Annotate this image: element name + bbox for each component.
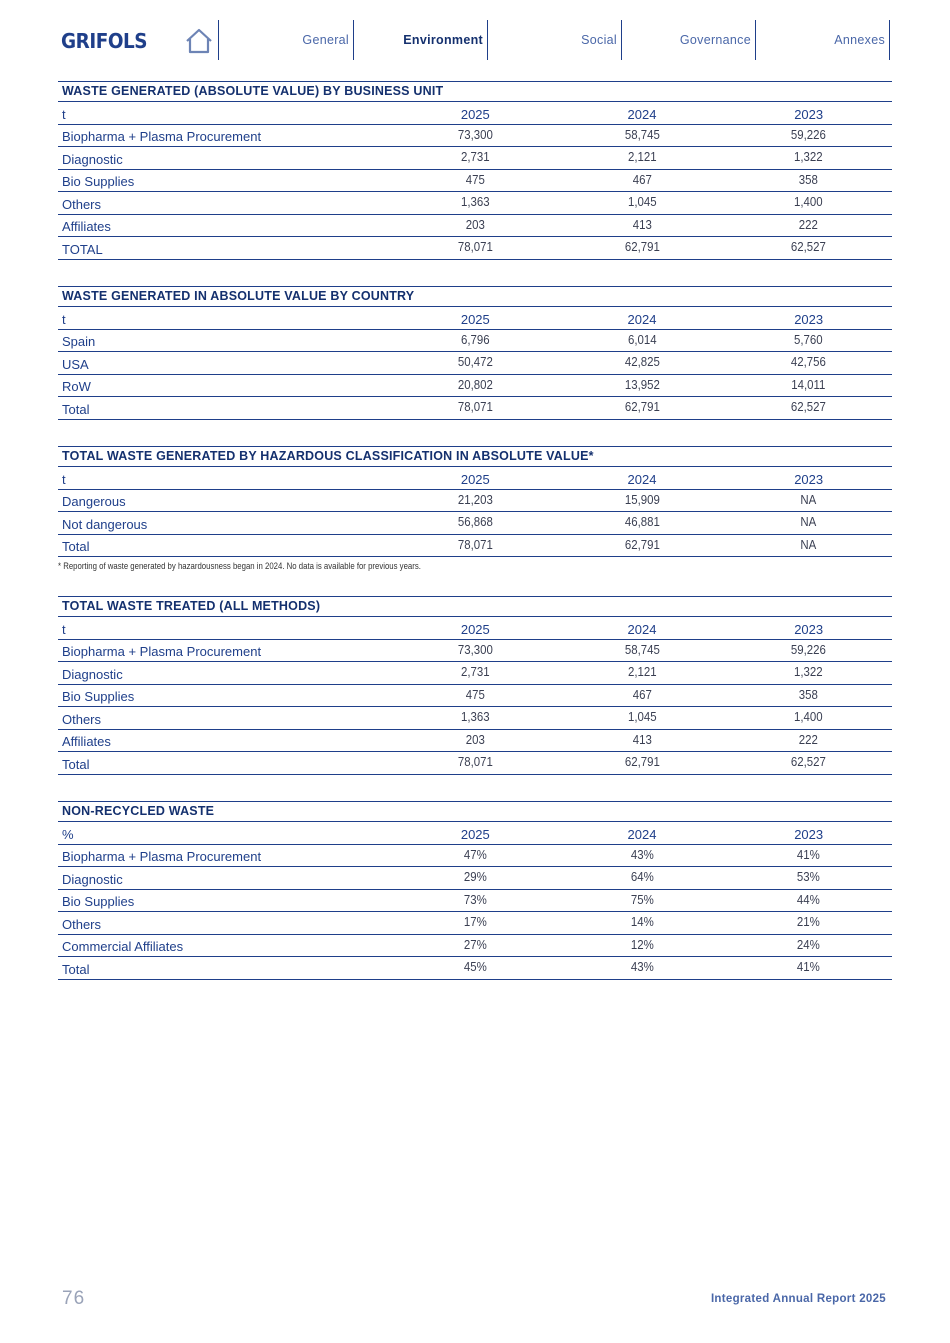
row-value: 58,745 <box>624 126 660 142</box>
unit-label: % <box>62 826 74 842</box>
table-row <box>58 375 892 398</box>
row-label: Diagnostic <box>62 871 123 887</box>
table-row <box>58 330 892 353</box>
row-value: 44% <box>797 891 821 907</box>
home-icon[interactable] <box>184 26 214 56</box>
table-row <box>58 490 892 513</box>
year-header: 2024 <box>627 621 657 637</box>
row-value: 1,045 <box>627 709 657 725</box>
row-label: Total <box>62 401 90 417</box>
nav-divider <box>218 20 219 60</box>
year-header: 2025 <box>460 311 490 327</box>
row-value: 73,300 <box>457 126 493 142</box>
row-value: 21,203 <box>457 491 493 507</box>
year-header: 2025 <box>460 621 490 637</box>
row-value: 1,363 <box>460 194 490 210</box>
row-label: TOTAL <box>62 241 103 257</box>
year-header: 2025 <box>460 106 490 122</box>
table-row <box>58 752 892 775</box>
table-row <box>58 685 892 708</box>
year-header: 2024 <box>627 826 657 842</box>
table-header-row <box>58 467 892 490</box>
table-header-row <box>58 822 892 845</box>
row-value: 62,791 <box>624 399 660 415</box>
row-value: 62,527 <box>791 239 827 255</box>
row-value: 45% <box>463 959 487 975</box>
row-label: Others <box>62 711 102 727</box>
table-waste-by-hazard-class <box>58 446 892 557</box>
table-row <box>58 935 892 958</box>
row-value: 467 <box>632 171 652 187</box>
row-value: 20,802 <box>457 376 493 392</box>
year-header: 2023 <box>794 621 824 637</box>
row-label: Affiliates <box>62 219 111 235</box>
table-row <box>58 215 892 238</box>
year-header: 2023 <box>794 311 824 327</box>
table-row <box>58 730 892 753</box>
row-value: 358 <box>799 171 819 187</box>
row-value: 43% <box>630 959 654 975</box>
row-value: 413 <box>632 216 652 232</box>
table-waste-by-business-unit <box>58 81 892 260</box>
row-value: 41% <box>797 846 821 862</box>
row-value: 2,121 <box>627 664 657 680</box>
row-value: 78,071 <box>457 536 493 552</box>
unit-label: t <box>62 471 66 487</box>
row-value: 29% <box>463 869 487 885</box>
row-label: Biopharma + Plasma Procurement <box>62 129 262 145</box>
row-label: Others <box>62 196 102 212</box>
row-value: 41% <box>797 959 821 975</box>
unit-label: t <box>62 106 66 122</box>
table-row <box>58 957 892 980</box>
table-row <box>58 867 892 890</box>
row-label: Bio Supplies <box>62 174 135 190</box>
page-number: 76 <box>62 1288 86 1309</box>
row-value: 59,226 <box>791 126 827 142</box>
year-header: 2024 <box>627 106 657 122</box>
row-value: 50,472 <box>457 354 493 370</box>
row-value: 6,796 <box>460 331 490 347</box>
nav-tab-general[interactable]: General <box>224 20 354 60</box>
unit-label: t <box>62 311 66 327</box>
table-row <box>58 890 892 913</box>
table-title: WASTE GENERATED (ABSOLUTE VALUE) BY BUSINESS UNIT <box>58 81 892 102</box>
row-value: 42,756 <box>791 354 827 370</box>
row-value: 42,825 <box>624 354 660 370</box>
row-value: 203 <box>465 731 485 747</box>
row-value: 75% <box>630 891 654 907</box>
row-value: 2,731 <box>460 149 490 165</box>
row-label: Bio Supplies <box>62 689 135 705</box>
row-value: 475 <box>465 171 485 187</box>
row-value: NA <box>800 491 817 507</box>
row-label: Bio Supplies <box>62 894 135 910</box>
row-value: 2,731 <box>460 664 490 680</box>
row-value: 56,868 <box>457 514 493 530</box>
row-value: 203 <box>465 216 485 232</box>
row-label: Affiliates <box>62 734 111 750</box>
row-value: 1,400 <box>794 194 823 210</box>
row-value: 73,300 <box>457 641 493 657</box>
row-label: Total <box>62 756 90 772</box>
row-label: Biopharma + Plasma Procurement <box>62 849 262 865</box>
table-row <box>58 125 892 148</box>
hazard-footnote: * Reporting of waste generated by hazardousness began in 2024. No data is available for previous years. <box>58 561 421 572</box>
row-value: 62,527 <box>791 399 827 415</box>
table-title: NON-RECYCLED WASTE <box>58 801 892 822</box>
table-row <box>58 512 892 535</box>
row-value: 1,363 <box>460 709 490 725</box>
row-value: 1,322 <box>794 664 823 680</box>
table-row <box>58 535 892 558</box>
row-value: 62,791 <box>624 536 660 552</box>
row-value: 15,909 <box>624 491 660 507</box>
row-value: 78,071 <box>457 399 493 415</box>
row-label: Diagnostic <box>62 666 123 682</box>
row-label: Dangerous <box>62 494 126 510</box>
row-label: Total <box>62 539 90 555</box>
table-row <box>58 170 892 193</box>
row-value: NA <box>800 514 817 530</box>
row-value: 62,791 <box>624 239 660 255</box>
year-header: 2023 <box>794 826 824 842</box>
table-row <box>58 192 892 215</box>
row-label: Diagnostic <box>62 151 123 167</box>
table-row <box>58 352 892 375</box>
row-label: Spain <box>62 334 96 350</box>
year-header: 2024 <box>627 311 657 327</box>
row-value: 2,121 <box>627 149 657 165</box>
table-row <box>58 912 892 935</box>
year-header: 2025 <box>460 826 490 842</box>
year-header: 2025 <box>460 471 490 487</box>
table-row <box>58 640 892 663</box>
year-header: 2024 <box>627 471 657 487</box>
row-value: 78,071 <box>457 239 493 255</box>
row-label: Total <box>62 961 90 977</box>
row-value: 47% <box>463 846 487 862</box>
row-value: 475 <box>465 686 485 702</box>
table-header-row <box>58 617 892 640</box>
grifols-logo[interactable]: GRIFOLS <box>61 29 148 53</box>
table-row <box>58 707 892 730</box>
table-row <box>58 845 892 868</box>
row-value: 27% <box>463 936 487 952</box>
row-label: RoW <box>62 379 91 395</box>
row-value: 5,760 <box>794 331 823 347</box>
row-value: 1,322 <box>794 149 823 165</box>
row-value: 467 <box>632 686 652 702</box>
row-value: 222 <box>799 216 819 232</box>
unit-label: t <box>62 621 66 637</box>
row-value: 43% <box>630 846 654 862</box>
table-row <box>58 397 892 420</box>
row-label: Biopharma + Plasma Procurement <box>62 644 262 660</box>
page-header <box>0 0 950 70</box>
row-value: 64% <box>630 869 654 885</box>
row-label: Commercial Affiliates <box>62 939 184 955</box>
nav-tab-social[interactable]: Social <box>488 20 622 60</box>
row-value: NA <box>800 536 817 552</box>
row-value: 1,045 <box>627 194 657 210</box>
row-value: 13,952 <box>624 376 660 392</box>
row-label: Others <box>62 916 102 932</box>
table-title: TOTAL WASTE TREATED (ALL METHODS) <box>58 596 892 617</box>
table-title: WASTE GENERATED IN ABSOLUTE VALUE BY COUNTRY <box>58 286 892 307</box>
row-value: 14,011 <box>791 376 826 392</box>
row-label: Not dangerous <box>62 516 148 532</box>
row-value: 413 <box>632 731 652 747</box>
report-title: Integrated Annual Report 2025 <box>710 1293 886 1305</box>
row-value: 17% <box>463 914 487 930</box>
year-header: 2023 <box>794 471 824 487</box>
row-value: 1,400 <box>794 709 823 725</box>
table-title: TOTAL WASTE GENERATED BY HAZARDOUS CLASSIFICATION IN ABSOLUTE VALUE* <box>58 446 892 467</box>
row-value: 14% <box>630 914 654 930</box>
nav-tab-environment[interactable]: Environment <box>354 20 488 60</box>
row-value: 53% <box>797 869 821 885</box>
row-value: 222 <box>799 731 819 747</box>
row-value: 6,014 <box>627 331 657 347</box>
table-row <box>58 147 892 170</box>
row-value: 12% <box>630 936 654 952</box>
table-waste-treated <box>58 596 892 775</box>
row-value: 358 <box>799 686 819 702</box>
row-value: 62,527 <box>791 754 827 770</box>
row-value: 73% <box>463 891 487 907</box>
nav-tab-annexes[interactable]: Annexes <box>756 20 890 60</box>
row-value: 59,226 <box>791 641 827 657</box>
row-value: 46,881 <box>624 514 660 530</box>
table-row <box>58 662 892 685</box>
year-header: 2023 <box>794 106 824 122</box>
row-value: 21% <box>797 914 821 930</box>
nav-tab-governance[interactable]: Governance <box>622 20 756 60</box>
row-value: 24% <box>797 936 821 952</box>
row-label: USA <box>62 356 89 372</box>
table-waste-by-country <box>58 286 892 420</box>
table-header-row <box>58 102 892 125</box>
table-header-row <box>58 307 892 330</box>
row-value: 58,745 <box>624 641 660 657</box>
table-row <box>58 237 892 260</box>
row-value: 62,791 <box>624 754 660 770</box>
row-value: 78,071 <box>457 754 493 770</box>
table-non-recycled-waste <box>58 801 892 980</box>
